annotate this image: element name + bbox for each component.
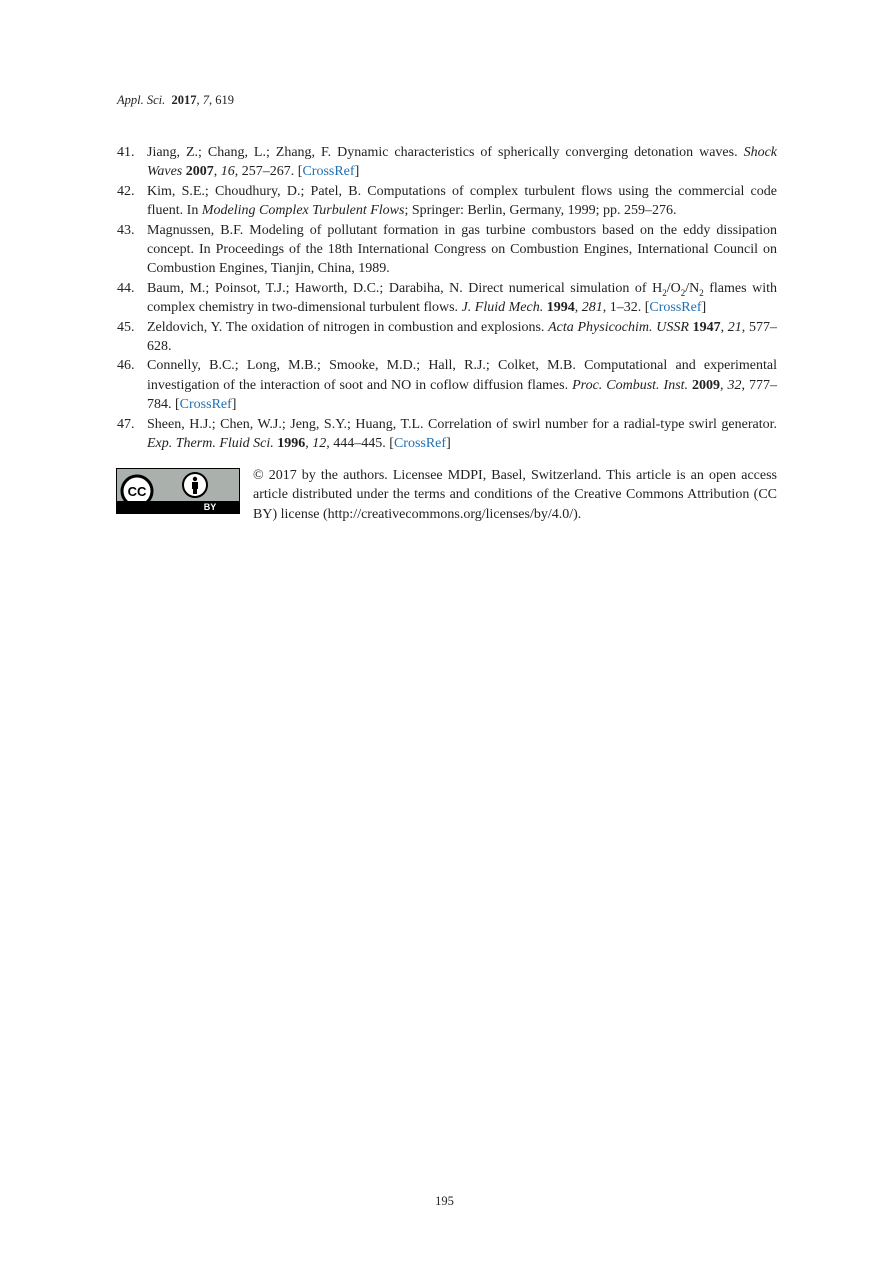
- reference-text: ]: [701, 300, 707, 316]
- reference-text: ,: [213, 164, 221, 180]
- svg-text:CC: CC: [127, 484, 147, 499]
- reference-text: , 257–267. [: [234, 164, 303, 180]
- header-volume: 7: [202, 93, 210, 107]
- reference-text: 1996: [277, 436, 306, 452]
- license-text: © 2017 by the authors. Licensee MDPI, Basel, Switzerland. This article is an open access article distributed under the terms and conditions of the Creative Commons Attribution (CC BY) license (http://creativecommons.org/licenses/by/4.0/).: [253, 468, 777, 522]
- reference-text: ,: [574, 300, 582, 316]
- reference-text: /N: [685, 280, 700, 296]
- reference-item: [117, 356, 777, 414]
- reference-text: ; Springer: Berlin, Germany, 1999; pp. 259–276.: [404, 203, 677, 219]
- reference-text: 1947: [692, 319, 721, 335]
- crossref-link[interactable]: CrossRef: [302, 164, 355, 180]
- reference-item: [117, 279, 777, 318]
- reference-text: , 1–32. [: [602, 300, 650, 316]
- reference-number: 44.: [117, 280, 135, 296]
- reference-text: Exp. Therm. Fluid Sci.: [147, 436, 274, 452]
- reference-text: J. Fluid Mech.: [461, 300, 544, 316]
- reference-text: 2007: [185, 164, 214, 180]
- reference-list: [117, 143, 777, 454]
- reference-text: 2: [662, 287, 667, 298]
- reference-text: ,: [720, 377, 728, 393]
- reference-text: Proc. Combust. Inst.: [572, 377, 689, 393]
- reference-number: 43.: [117, 222, 135, 238]
- reference-number: 41.: [117, 145, 135, 160]
- header-year: 2017: [171, 93, 197, 107]
- reference-text: Modeling Complex Turbulent Flows: [201, 203, 405, 219]
- reference-text: 2: [680, 287, 686, 298]
- page-number: 195: [435, 1194, 454, 1208]
- reference-number: 42.: [117, 183, 135, 199]
- reference-text: Baum, M.; Poinsot, T.J.; Haworth, D.C.; Darabiha, N. Direct numerical simulation of H: [147, 280, 663, 296]
- reference-text: Sheen, H.J.; Chen, W.J.; Jeng, S.Y.; Huang, T.L. Correlation of swirl number for a radial-type swirl generator.: [147, 416, 777, 432]
- reference-item: [117, 415, 777, 454]
- reference-text: flames with complex chemistry in two-dimensional turbulent flows.: [147, 280, 777, 316]
- reference-text: 21: [727, 319, 742, 335]
- reference-text: ]: [231, 397, 237, 413]
- reference-number: 46.: [117, 358, 135, 374]
- reference-text: Connelly, B.C.; Long, M.B.; Smooke, M.D.; Hall, R.J.; Colket, M.B. Computational and experimental investigation of the interaction of soot and NO in coflow diffusion flames.: [147, 358, 777, 393]
- reference-item: [117, 318, 777, 357]
- reference-text: Shock Waves: [147, 145, 777, 180]
- reference-text: ]: [446, 436, 451, 452]
- reference-item: [117, 182, 777, 221]
- journal-name: Appl. Sci.: [117, 93, 166, 107]
- reference-text: 2: [699, 287, 704, 298]
- reference-text: /O: [666, 280, 681, 296]
- reference-text: , 577–628.: [147, 319, 777, 355]
- reference-number: 47.: [117, 416, 135, 432]
- cc-logo-icons: [117, 469, 241, 503]
- crossref-link[interactable]: CrossRef: [393, 436, 447, 452]
- running-header: Appl. Sci. 2017, 7, 619: [117, 93, 235, 107]
- reference-text: , 777–784. [: [147, 377, 777, 413]
- reference-text: ,: [720, 319, 728, 335]
- header-article: 619: [215, 93, 235, 107]
- reference-text: Acta Physicochim. USSR: [548, 319, 689, 335]
- reference-text: Magnussen, B.F. Modeling of pollutant formation in gas turbine combustors based on the eddy dissipation concept. In Proceedings of the 18th International Congress on Combustion Engines, International Council on Combustion Engines, Tianjin, China, 1989.: [147, 222, 777, 277]
- reference-text: 32: [727, 377, 742, 393]
- reference-text: 281: [581, 300, 603, 316]
- reference-text: Jiang, Z.; Chang, L.; Zhang, F. Dynamic characteristics of spherically converging detonation waves.: [147, 145, 744, 160]
- reference-text: Zeldovich, Y. The oxidation of nitrogen in combustion and explosions.: [147, 319, 549, 335]
- crossref-link[interactable]: CrossRef: [179, 397, 232, 413]
- reference-text: , 444–445. [: [326, 436, 394, 452]
- reference-text: 12: [312, 436, 327, 452]
- reference-number: 45.: [117, 319, 135, 335]
- reference-item: [117, 143, 777, 182]
- reference-text: 2009: [692, 377, 721, 393]
- reference-text: ,: [305, 436, 313, 452]
- cc-by-logo[interactable]: [116, 468, 240, 514]
- reference-text: Kim, S.E.; Choudhury, D.; Patel, B. Computations of complex turbulent flows using the commercial code fluent. In: [147, 183, 777, 219]
- by-label: BY: [203, 502, 217, 512]
- reference-text: 16: [220, 164, 235, 180]
- reference-text: ]: [354, 164, 360, 180]
- crossref-link[interactable]: CrossRef: [649, 300, 702, 316]
- reference-text: 1994: [546, 300, 575, 316]
- reference-item: [117, 221, 777, 279]
